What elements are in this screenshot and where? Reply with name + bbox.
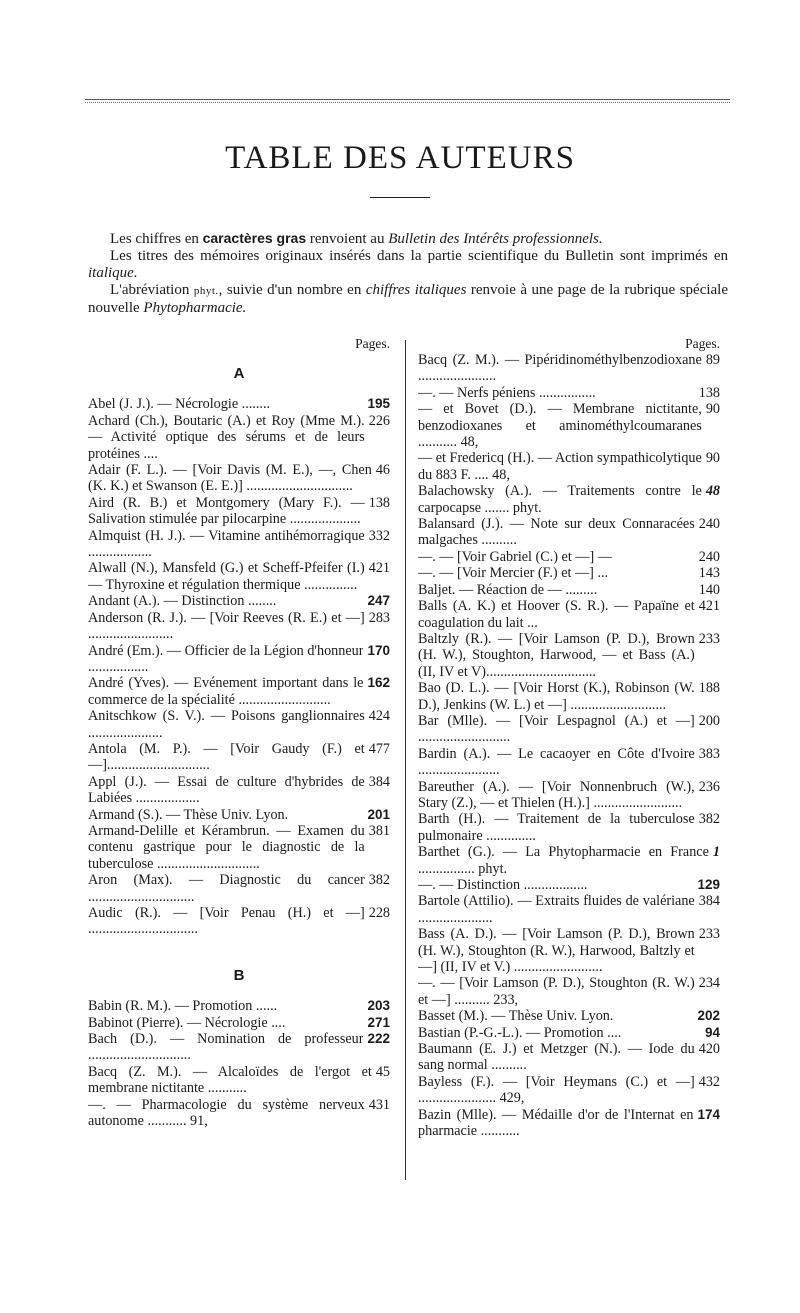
entry-page-number: 140	[695, 582, 720, 598]
entry-text: Bacq (Z. M.). — Pipéridinométhylbenzodioxane ......................	[418, 352, 702, 385]
entry-text: Bayless (F.). — [Voir Heymans (C.) et —] ...................... 429,	[418, 1073, 695, 1107]
entry-page-number: 45	[372, 1064, 390, 1080]
entry-text: — et Bovet (D.). — Membrane nictitante, benzodioxanes et aminométhylcoumaranes ........... 48,	[418, 401, 702, 451]
entry-text: —. — Nerfs péniens ................	[418, 384, 596, 401]
entry-text: Armand (S.). — Thèse Univ. Lyon.	[88, 806, 289, 823]
entry-page-number: 202	[693, 1008, 720, 1024]
entry-page-number: 228	[365, 905, 390, 921]
index-entry	[418, 516, 720, 549]
page-title: TABLE DES AUTEURS	[225, 140, 575, 176]
index-entry	[418, 352, 720, 385]
entry-page-number: 236	[695, 779, 720, 795]
index-entry	[418, 385, 720, 401]
entry-text: André (Yves). — Evénement important dans le commerce de la spécialité ..........................	[88, 675, 364, 708]
entry-text: Bastian (P.-G.-L.). — Promotion ....	[418, 1024, 622, 1041]
entry-page-number: 138	[695, 385, 720, 401]
entry-list-b-continued	[418, 352, 720, 1140]
entry-page-number: 222	[363, 1031, 390, 1047]
index-entry	[418, 893, 720, 926]
index-entry	[88, 1097, 390, 1130]
entry-text: Bartole (Attilio). — Extraits fluides de valériane .....................	[418, 893, 695, 926]
entry-page-number: 283	[365, 610, 390, 626]
entry-page-number: 432	[695, 1074, 720, 1090]
index-entry	[88, 823, 390, 872]
entry-text: Aron (Max). — Diagnostic du cancer ..............................	[88, 872, 365, 905]
entry-text: —. — [Voir Lamson (P. D.), Stoughton (R. W.) et —] .......... 233,	[418, 975, 695, 1008]
entry-text: Aird (R. B.) et Montgomery (Mary F.). — Salivation stimulée par pilocarpine ....................	[88, 494, 365, 528]
intro-text: Les chiffres en	[110, 231, 203, 247]
index-entry	[88, 593, 390, 609]
entry-page-number: 383	[695, 746, 720, 762]
entry-page-number: 233	[695, 926, 720, 942]
entry-text: Bardin (A.). — Le cacaoyer en Côte d'Ivoire .......................	[418, 745, 695, 779]
index-entry	[418, 582, 720, 598]
entry-text: Anderson (R. J.). — [Voir Reeves (R. E.) et —] ........................	[88, 609, 365, 643]
entry-text: Abel (J. J.). — Nécrologie ........	[88, 396, 271, 413]
entry-page-number: 48	[702, 483, 720, 499]
pages-label: Pages.	[355, 336, 390, 351]
entry-page-number: 90	[702, 450, 720, 466]
entry-text: —. — Pharmacologie du système nerveux autonome ........... 91,	[88, 1096, 365, 1130]
index-entry	[88, 675, 390, 708]
entry-list-a	[88, 396, 390, 937]
entry-text: Achard (Ch.), Boutaric (A.) et Roy (Mme M.). — Activité optique des sérums et de leurs protéines ....	[88, 412, 365, 462]
section-letter-a: A	[233, 365, 245, 382]
intro-text: L'abréviation	[110, 282, 194, 298]
entry-text: Bass (A. D.). — [Voir Lamson (P. D.), Brown (H. W.), Stoughton (R. W.), Harwood, Baltzly et —] (II, IV et V.) .........................	[418, 926, 695, 976]
intro-italic: chiffres italiques	[365, 282, 467, 298]
right-column	[418, 336, 720, 1140]
index-entry	[418, 1008, 720, 1024]
entry-page-number: 188	[695, 680, 720, 696]
entry-text: Balansard (J.). — Note sur deux Connaracées malgaches ..........	[418, 516, 695, 549]
index-entry	[88, 1031, 390, 1064]
title-rule	[370, 197, 430, 198]
entry-text: Adair (F. L.). — [Voir Davis (M. E.), —, Chen (K. K.) et Swanson (E. E.)] ..............................	[88, 462, 372, 495]
entry-text: Barth (H.). — Traitement de la tuberculose pulmonaire ..............	[418, 811, 695, 844]
entry-page-number: 477	[365, 741, 390, 757]
entry-page-number: 162	[363, 675, 390, 691]
entry-page-number: 424	[365, 708, 390, 724]
entry-page-number: 421	[695, 598, 720, 614]
intro-text: renvoient au	[306, 231, 389, 247]
entry-text: Bacq (Z. M.). — Alcaloïdes de l'ergot et membrane nictitante ...........	[88, 1063, 372, 1097]
index-entry	[418, 450, 720, 483]
index-entry	[418, 926, 720, 975]
entry-page-number: 420	[695, 1041, 720, 1057]
index-entry	[88, 462, 390, 495]
index-entry	[418, 713, 720, 746]
intro-italic: Bulletin des Intérêts professionnels.	[388, 231, 603, 247]
index-entry	[88, 1015, 390, 1031]
intro-text: , suivie d'un nombre en	[218, 282, 366, 298]
entry-text: Baltzly (R.). — [Voir Lamson (P. D.), Brown (H. W.), Stoughton, Harwood, — et Bass (A.) (II, IV et V)...............................	[418, 630, 695, 680]
entry-page-number: 170	[363, 643, 390, 659]
entry-page-number: 1	[709, 844, 720, 860]
index-entry	[88, 741, 390, 774]
entry-page-number: 382	[365, 872, 390, 888]
entry-text: Audic (R.). — [Voir Penau (H.) et —] ...............................	[88, 905, 365, 938]
intro-italic: italique.	[88, 265, 138, 281]
intro-paragraphs	[88, 230, 728, 317]
entry-page-number: 271	[363, 1015, 390, 1031]
index-entry	[418, 598, 720, 631]
index-entry	[418, 631, 720, 680]
entry-text: Bach (D.). — Nomination de professeur .............................	[88, 1031, 364, 1064]
left-column	[88, 336, 390, 1129]
index-entry	[418, 680, 720, 713]
entry-text: Antola (M. P.). — [Voir Gaudy (F.) et —].............................	[88, 740, 365, 774]
entry-page-number: 201	[363, 807, 390, 823]
entry-page-number: 89	[702, 352, 720, 368]
index-entry	[418, 1041, 720, 1074]
pages-label: Pages.	[685, 336, 720, 351]
entry-text: André (Em.). — Officier de la Légion d'honneur .................	[88, 642, 364, 675]
entry-page-number: 138	[365, 495, 390, 511]
entry-page-number: 200	[695, 713, 720, 729]
entry-text: —. — [Voir Mercier (F.) et —] ...	[418, 565, 609, 582]
entry-list-b	[88, 998, 390, 1129]
entry-page-number: 195	[363, 396, 390, 412]
entry-page-number: 332	[365, 528, 390, 544]
entry-page-number: 233	[695, 631, 720, 647]
entry-text: Baumann (E. J.) et Metzger (N.). — Iode du sang normal ..........	[418, 1041, 695, 1074]
entry-text: Bareuther (A.). — [Voir Nonnenbruch (W.), Stary (Z.), — et Thielen (H.).] .........................	[418, 778, 695, 811]
index-entry	[88, 396, 390, 412]
index-entry	[418, 565, 720, 581]
index-entry	[88, 413, 390, 462]
index-entry	[88, 905, 390, 938]
entry-page-number: 143	[695, 565, 720, 581]
top-rule	[85, 99, 730, 100]
entry-text: —. — Distinction ..................	[418, 877, 588, 893]
entry-text: Bazin (Mlle). — Médaille d'or de l'Internat en pharmacie ...........	[418, 1106, 694, 1140]
entry-text: Bar (Mlle). — [Voir Lespagnol (A.) et —] ..........................	[418, 712, 695, 746]
entry-page-number: 94	[701, 1025, 720, 1041]
entry-page-number: 174	[693, 1107, 720, 1123]
entry-text: —. — [Voir Gabriel (C.) et —] —	[418, 548, 612, 565]
entry-page-number: 234	[695, 975, 720, 991]
entry-text: Appl (J.). — Essai de culture d'hybrides de Labiées ..................	[88, 773, 365, 807]
entry-page-number: 46	[372, 462, 390, 478]
index-entry	[88, 528, 390, 561]
index-entry	[418, 1107, 720, 1140]
index-entry	[418, 483, 720, 516]
index-entry	[418, 549, 720, 565]
index-entry	[88, 998, 390, 1014]
entry-page-number: 129	[693, 877, 720, 893]
intro-text: Les titres des mémoires originaux insérés dans la partie scientifique du Bulletin sont imprimés en	[110, 248, 728, 264]
entry-page-number: 203	[363, 998, 390, 1014]
entry-text: Armand-Delille et Kérambrun. — Examen du contenu gastrique pour le diagnostic de la tuberculose .............................	[88, 822, 365, 872]
entry-page-number: 247	[363, 593, 390, 609]
entry-text: Anitschkow (S. V.). — Poisons ganglionnaires .....................	[88, 708, 365, 741]
entry-text: — et Fredericq (H.). — Action sympathicolytique du 883 F. .... 48,	[418, 450, 702, 483]
intro-smallcaps: phyt.	[193, 285, 219, 297]
index-entry	[88, 1064, 390, 1097]
entry-page-number: 384	[695, 893, 720, 909]
index-entry	[418, 811, 720, 844]
index-entry	[88, 872, 390, 905]
entry-page-number: 421	[365, 560, 390, 576]
index-entry	[418, 1025, 720, 1041]
entry-page-number: 240	[695, 516, 720, 532]
entry-text: Andant (A.). — Distinction ........	[88, 593, 277, 610]
index-entry	[88, 708, 390, 741]
index-entry	[418, 975, 720, 1008]
entry-text: Babin (R. M.). — Promotion ......	[88, 998, 278, 1015]
intro-paragraph-1	[88, 230, 728, 248]
index-entry	[88, 774, 390, 807]
column-divider	[405, 340, 406, 1180]
entry-page-number: 226	[365, 413, 390, 429]
index-entry	[88, 560, 390, 593]
entry-text: Basset (M.). — Thèse Univ. Lyon.	[418, 1008, 614, 1025]
index-entry	[88, 643, 390, 676]
intro-bold: caractères gras	[202, 230, 307, 246]
entry-text: Balachowsky (A.). — Traitements contre le carpocapse ....... phyt.	[418, 483, 702, 516]
index-entry	[88, 610, 390, 643]
entry-text: Balls (A. K.) et Hoover (S. R.). — Papaïne et coagulation du lait ...	[418, 598, 695, 631]
entry-page-number: 384	[365, 774, 390, 790]
entry-text: Almquist (H. J.). — Vitamine antihémorragique ..................	[88, 527, 365, 561]
index-entry	[418, 746, 720, 779]
index-entry	[418, 779, 720, 812]
entry-text: Bao (D. L.). — [Voir Horst (K.), Robinson (W. D.), Jenkins (W. L.) et —] ...........................	[418, 680, 695, 713]
entry-text: Barthet (G.). — La Phytopharmacie en France ................ phyt.	[418, 844, 709, 877]
intro-paragraph-2	[88, 248, 728, 282]
index-entry	[88, 495, 390, 528]
intro-italic: Phytopharmacie.	[143, 300, 247, 316]
index-entry	[418, 877, 720, 893]
entry-page-number: 431	[365, 1097, 390, 1113]
entry-text: Baljet. — Réaction de — .........	[418, 581, 598, 598]
entry-page-number: 240	[695, 549, 720, 565]
index-entry	[88, 807, 390, 823]
index-entry	[418, 844, 720, 877]
index-entry	[418, 401, 720, 450]
entry-page-number: 90	[702, 401, 720, 417]
entry-page-number: 382	[695, 811, 720, 827]
intro-paragraph-3	[88, 282, 728, 317]
top-rule-dotted	[85, 102, 730, 103]
index-entry	[418, 1074, 720, 1107]
section-letter-b: B	[233, 966, 245, 984]
entry-text: Babinot (Pierre). — Nécrologie ....	[88, 1014, 286, 1031]
intro-text: renvoie à une page de la rubrique spéciale nouvelle	[88, 282, 728, 316]
entry-page-number: 381	[365, 823, 390, 839]
entry-text: Alwall (N.), Mansfeld (G.) et Scheff-Pfeifer (I.) — Thyroxine et régulation thermique ...............	[88, 560, 365, 593]
